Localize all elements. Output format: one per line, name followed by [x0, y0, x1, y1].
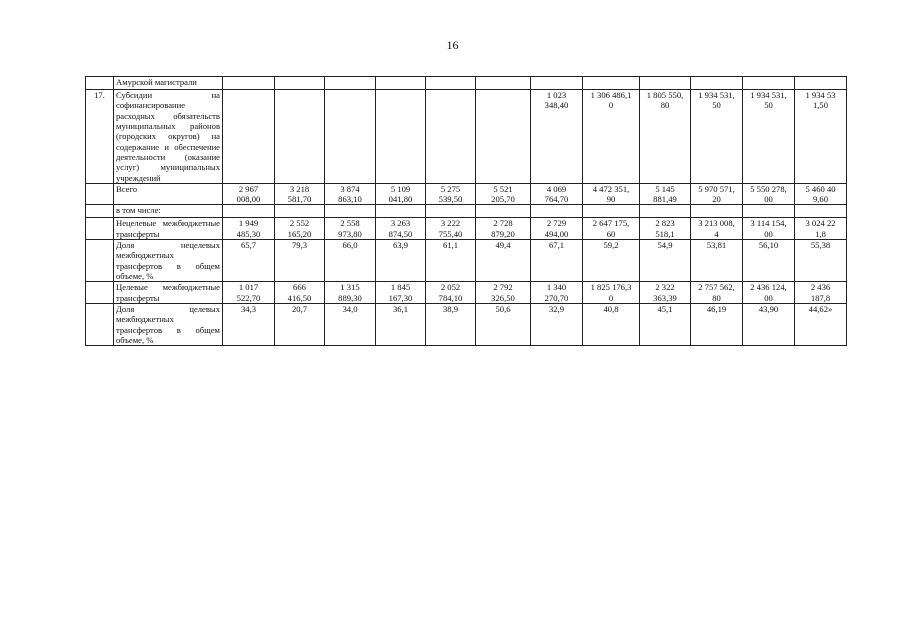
cell-value: 2 792 326,50 [476, 282, 531, 304]
cell-value [743, 205, 795, 218]
cell-value: 5 145 881,49 [640, 183, 691, 205]
cell-value: 1 315 889,30 [325, 282, 376, 304]
cell-value: 4 069 764,70 [531, 183, 583, 205]
cell-value: 32,9 [531, 303, 583, 345]
cell-value [325, 77, 376, 90]
cell-value [325, 90, 376, 184]
cell-value [426, 90, 476, 184]
cell-value: 1 845 167,30 [376, 282, 426, 304]
cell-value [795, 205, 847, 218]
cell-value: 5 521 205,70 [476, 183, 531, 205]
cell-value: 34,3 [223, 303, 275, 345]
cell-value: 2 552 165,20 [275, 218, 325, 240]
cell-value: 2 436 124, 00 [743, 282, 795, 304]
cell-value: 3 213 008, 4 [691, 218, 743, 240]
cell-value: 2 647 175, 60 [583, 218, 640, 240]
cell-value: 5 550 278, 00 [743, 183, 795, 205]
cell-value [223, 205, 275, 218]
cell-value: 2 558 973,80 [325, 218, 376, 240]
cell-value: 5 109 041,80 [376, 183, 426, 205]
cell-value: 59,2 [583, 240, 640, 282]
cell-value [531, 205, 583, 218]
cell-value: 67,1 [531, 240, 583, 282]
cell-value: 2 757 562, 80 [691, 282, 743, 304]
row-label: в том числе: [114, 205, 223, 218]
cell-value: 54,9 [640, 240, 691, 282]
row-number [86, 183, 114, 205]
cell-value: 1 949 485,30 [223, 218, 275, 240]
row-label: Всего [114, 183, 223, 205]
row-number [86, 205, 114, 218]
table-row [86, 183, 847, 205]
cell-value [275, 77, 325, 90]
cell-value: 46,19 [691, 303, 743, 345]
row-number [86, 240, 114, 282]
cell-value: 5 275 539,50 [426, 183, 476, 205]
cell-value: 5 970 571, 20 [691, 183, 743, 205]
cell-value: 43,90 [743, 303, 795, 345]
cell-value: 2 823 518,1 [640, 218, 691, 240]
cell-value: 44,62» [795, 303, 847, 345]
cell-value: 2 322 363,39 [640, 282, 691, 304]
cell-value: 1 805 550, 80 [640, 90, 691, 184]
cell-value [426, 77, 476, 90]
cell-value: 3 263 874,50 [376, 218, 426, 240]
cell-value: 2 436 187,8 [795, 282, 847, 304]
cell-value: 3 114 154, 00 [743, 218, 795, 240]
cell-value: 65,7 [223, 240, 275, 282]
cell-value: 36,1 [376, 303, 426, 345]
cell-value: 3 218 581,70 [275, 183, 325, 205]
cell-value: 3 222 755,40 [426, 218, 476, 240]
cell-value [691, 77, 743, 90]
cell-value: 1 934 531, 50 [691, 90, 743, 184]
cell-value: 34,0 [325, 303, 376, 345]
cell-value [583, 205, 640, 218]
table-row [86, 240, 847, 282]
cell-value: 40,8 [583, 303, 640, 345]
row-label: Амурской магистрали [114, 77, 223, 90]
cell-value [691, 205, 743, 218]
cell-value: 1 934 531, 50 [743, 90, 795, 184]
cell-value [531, 77, 583, 90]
cell-value [583, 77, 640, 90]
cell-value: 63,9 [376, 240, 426, 282]
cell-value [640, 77, 691, 90]
cell-value: 45,1 [640, 303, 691, 345]
row-number [86, 218, 114, 240]
table-row [86, 303, 847, 345]
cell-value: 2 967 008,00 [223, 183, 275, 205]
cell-value [640, 205, 691, 218]
cell-value [325, 205, 376, 218]
cell-value: 1 934 53 1,50 [795, 90, 847, 184]
cell-value: 56,10 [743, 240, 795, 282]
cell-value [476, 205, 531, 218]
cell-value: 79,3 [275, 240, 325, 282]
cell-value [376, 90, 426, 184]
cell-value: 4 472 351, 90 [583, 183, 640, 205]
row-number: 17. [86, 90, 114, 184]
cell-value: 50,6 [476, 303, 531, 345]
cell-value [476, 77, 531, 90]
cell-value: 53,81 [691, 240, 743, 282]
row-label: Доля нецелевых межбюджетных трансфертов в общем объеме, % [114, 240, 223, 282]
row-label: Доля целевых межбюджетных трансфертов в общем объеме, % [114, 303, 223, 345]
cell-value: 20,7 [275, 303, 325, 345]
cell-value: 38,9 [426, 303, 476, 345]
cell-value: 666 416,50 [275, 282, 325, 304]
table-row [86, 77, 847, 90]
cell-value: 2 728 879,20 [476, 218, 531, 240]
cell-value: 49,4 [476, 240, 531, 282]
cell-value: 1 340 270,70 [531, 282, 583, 304]
cell-value: 5 460 40 9,60 [795, 183, 847, 205]
table-row [86, 205, 847, 218]
table-row [86, 282, 847, 304]
cell-value: 66,0 [325, 240, 376, 282]
cell-value: 3 874 863,10 [325, 183, 376, 205]
table-row [86, 90, 847, 184]
row-number [86, 282, 114, 304]
cell-value: 55,38 [795, 240, 847, 282]
page-number: 16 [446, 38, 459, 52]
row-label: Субсидии на софинансирование расходных обязательств муниципальных районов (городских округов) на содержание и обеспечение деятельности (оказание услуг) муниципальных учреждений [114, 90, 223, 184]
row-label: Целевые межбюджетные трансферты [114, 282, 223, 304]
cell-value [376, 77, 426, 90]
cell-value: 2 052 784,10 [426, 282, 476, 304]
table-row [86, 218, 847, 240]
cell-value: 61,1 [426, 240, 476, 282]
cell-value [275, 90, 325, 184]
cell-value: 3 024 22 1,8 [795, 218, 847, 240]
cell-value: 2 729 494,00 [531, 218, 583, 240]
cell-value: 1 306 486,1 0 [583, 90, 640, 184]
cell-value [376, 205, 426, 218]
row-label: Нецелевые межбюджетные трансферты [114, 218, 223, 240]
cell-value: 1 017 522,70 [223, 282, 275, 304]
cell-value [795, 77, 847, 90]
row-number [86, 303, 114, 345]
cell-value: 1 023 348,40 [531, 90, 583, 184]
cell-value: 1 825 176,3 0 [583, 282, 640, 304]
cell-value [223, 77, 275, 90]
cell-value [743, 77, 795, 90]
cell-value [275, 205, 325, 218]
cell-value [223, 90, 275, 184]
row-number [86, 77, 114, 90]
cell-value [426, 205, 476, 218]
cell-value [476, 90, 531, 184]
budget-transfers-table [85, 76, 847, 346]
